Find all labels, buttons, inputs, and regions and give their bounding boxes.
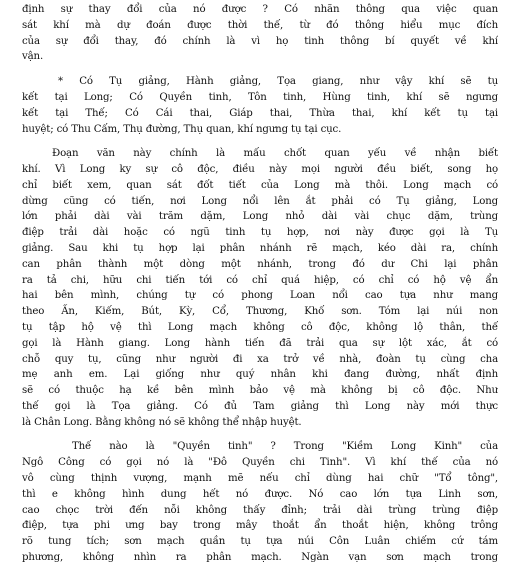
text-line: mẹ anh em. Lại giống như quý nhân khi đang đường, nhất định (22, 369, 498, 380)
text-line: điệp trải dài hoặc có ngũ tinh tụ hợp, nơi này được gọi là Tụ (22, 227, 498, 238)
text-line: gọi là Hành giang. Long hành tiến đã trải qua sự lột xác, ắt có (22, 338, 498, 349)
text-line: thì e không hình dung hết nó được. Nó cao lớn tựa Linh sơn, (22, 489, 498, 500)
text-line: giảng. Sau khi tụ hợp lại phân nhánh rẽ mạch, kéo dài ra, chính (22, 243, 498, 254)
text-line: Thế nào là "Quyền tinh" ? Trong "Kiềm Long Kinh" của (72, 441, 498, 452)
text-line: huyệt; có Thu Cấm, Thụ đường, Thụ quan, khí ngưng tụ tại cục. (22, 124, 342, 135)
text-line: chỉ biết xem, quan sát đốt tiết của Long mà thôi. Long mạch có (22, 180, 498, 191)
text-line: của sự đổi thay, đó chính là vì họ tinh thông bí quyết về khí (22, 36, 498, 47)
text-line: dừng cũng có tiến, nơi Long nổi lên ắt phải có Tụ giảng, Long (22, 196, 498, 207)
text-line: phương, không nhìn ra phân mạch. Ngàn vạn sơn mạch trong (22, 552, 498, 563)
text-line: kết tại Long; Có Quyền tinh, Tôn tinh, Hùng tinh, khí sẽ ngưng (22, 92, 498, 103)
text-line: theo Ấn, Kiếm, Bút, Kỳ, Cổ, Thương, Khố sơn. Tóm lại núi non (22, 306, 498, 317)
text-line: Ngô Công có gọi nó là "Đô Quyền chi Tinh". Vì khí thế của nó (22, 457, 498, 468)
text-line: là Chân Long. Bằng không nó sẽ không thể nhập huyệt. (22, 417, 302, 428)
text-line: kết tại Thế; Có Cái thai, Giáp thai, Thừa thai, khí kết tụ tại (22, 108, 498, 119)
text-line: * Có Tụ giảng, Hành giảng, Tọa giang, như vậy khí sẽ tụ (58, 76, 498, 87)
text-line: thế gọi là Tọa giảng. Có đủ Tam giảng thì Long này mới thực (22, 401, 498, 412)
text-line: lớn phải dài vài trăm dặm, Long nhỏ dài vài chục dặm, trùng (22, 211, 498, 222)
text-line: Đoạn văn này chính là mấu chốt quan yếu về nhận biết (52, 148, 498, 159)
text-line: chỗ quy tụ, cũng như người đi xa trở về nhà, đoàn tụ cùng cha (22, 354, 498, 365)
text-line: can phân thành một dòng một nhánh, trong đó dư Chi lại phân (22, 259, 498, 270)
text-line: ra tả chi, hữu chi tiến tới có chỉ quá hiệp, có chỉ có hộ vệ ẩn (22, 275, 498, 286)
text-line: vô cùng thịnh vượng, mạnh mẽ nếu chỉ dùng hai chữ "Tổ tông", (22, 473, 498, 484)
text-line: định sự thay đổi của nó được ? Có nhãn thông qua việc quan (22, 4, 498, 15)
text-line: khí. Vì Long ky sự cô độc, điều này mọi người đều biết, song họ (22, 164, 498, 175)
text-line: sẽ có thuộc hạ kề bên mình bảo vệ mà không bị cô độc. Như (22, 385, 498, 396)
text-line: điệp, tựa phi ưng bay trong mây thoắt ẩn thoắt hiện, không trông (22, 520, 498, 531)
text-line: vận. (22, 51, 44, 62)
text-line: hai bên mình, chúng tự có phong Loan nổi cao tựa như mang (22, 290, 498, 301)
text-line: tụ tập hộ vệ thì Long mạch không cô độc, không lộ thân, thế (22, 322, 498, 333)
text-line: sát khí mà dự đoán được thời thế, từ đó thông hiểu mục đích (22, 20, 498, 31)
text-line: cao chọc trời đến nỗi không thấy đỉnh; trải dài trùng trùng điệp (22, 505, 498, 516)
text-line: rõ tung tích; sơn mạch quần tụ tựa núi Côn Luân chiếm cứ tám (22, 536, 498, 547)
